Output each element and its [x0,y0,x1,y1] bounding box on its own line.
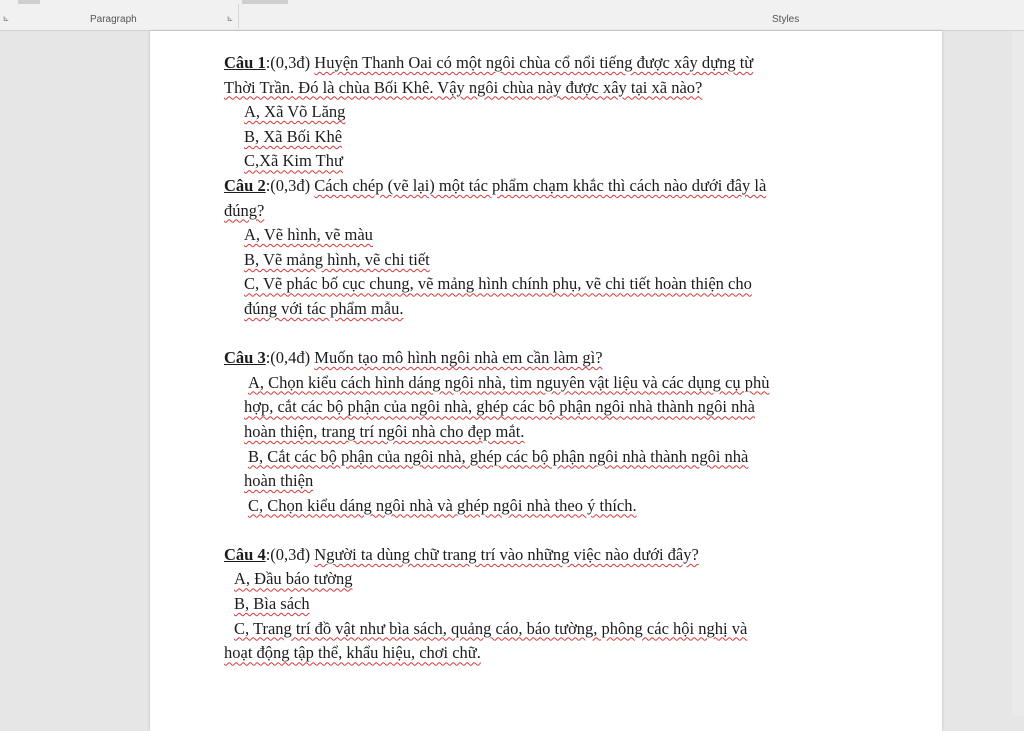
question-1-option-b: B, Xã Bối Khê [244,126,343,146]
question-1-line-1 [224,51,834,76]
question-4-option-b: B, Bìa sách [234,594,310,614]
styles-group-label: Styles [772,14,800,25]
question-4-option-a: A, Đầu báo tường [234,569,353,589]
question-3-option-a-line-2: hợp, cắt các bộ phận của ngôi nhà, ghép các bộ phận ngôi nhà thành ngôi nhà [244,397,755,417]
question-1-points: :(0,3đ) [265,53,315,72]
question-3-option-c: C, Chọn kiểu dáng ngôi nhà và ghép ngôi nhà theo ý thích. [248,495,637,515]
document-page[interactable] [150,31,942,731]
question-2-option-b: B, Vẽ mảng hình, vẽ chi tiết [244,249,430,269]
ribbon-control-stub [18,0,40,4]
ribbon [0,0,1024,31]
question-1-text-1: Huyện Thanh Oai có một ngôi chùa cổ nổi tiếng được xây dựng từ [314,53,754,72]
paragraph-dialog-launcher-icon[interactable]: ⊾ [226,14,234,23]
blank-line [224,322,834,347]
question-2-option-c-line-2: đúng với tác phẩm mẫu. [244,298,404,318]
question-2-option-a: A, Vẽ hình, vẽ màu [244,225,373,245]
question-3-label: Câu 3 [224,348,266,368]
ribbon-separator [238,4,239,28]
question-2-points: :(0,3đ) [265,175,315,195]
font-dialog-launcher-icon[interactable]: ⊾ [2,14,10,23]
question-1-line-2: Thời Trần. Đó là chùa Bối Khê. Vậy ngôi chùa này được xây tại xã nào? [224,77,703,97]
question-2-option-c-line-1: C, Vẽ phác bố cục chung, vẽ mảng hình chính phụ, vẽ chi tiết hoàn thiện cho [244,274,752,294]
question-4-text-1: Người ta dùng chữ trang trí vào những việc nào dưới đây? [314,544,699,564]
question-3-option-a-line-3: hoàn thiện, trang trí ngôi nhà cho đẹp mắt. [244,421,525,441]
question-3-text-1: Muốn tạo mô hình ngôi nhà em cần làm gì? [314,348,603,368]
document-body[interactable] [224,51,834,666]
question-2-label: Câu 2 [224,175,266,195]
question-4-points: :(0,3đ) [265,544,315,564]
question-3-option-b-line-1: B, Cắt các bộ phận của ngôi nhà, ghép các bộ phận ngôi nhà thành ngôi nhà [248,446,749,466]
vertical-scrollbar[interactable] [1012,31,1024,716]
question-1-option-c: C,Xã Kim Thư [244,151,343,171]
question-2-line-1 [224,174,834,199]
question-4-option-c-line-1: C, Trang trí đồ vật như bìa sách, quảng cáo, báo tường, phông các hội nghị và [234,618,748,638]
question-4-line-1 [224,543,834,568]
question-3-points: :(0,4đ) [265,348,315,368]
question-2-text-1: Cách chép (vẽ lại) một tác phẩm chạm khắc thì cách nào dưới đây là [314,175,767,195]
question-3-option-a-line-1: A, Chọn kiểu cách hình dáng ngôi nhà, tìm nguyên vật liệu và các dụng cụ phù [248,372,770,392]
question-3-line-1 [224,346,834,371]
question-2-line-2: đúng? [224,200,265,220]
question-3-option-b-line-2: hoàn thiện [244,471,314,491]
blank-line [224,518,834,543]
question-1-label: Câu 1 [224,53,266,72]
question-4-label: Câu 4 [224,544,266,564]
question-1-option-a: A, Xã Võ Lăng [244,102,346,122]
ribbon-control-stub [242,0,288,4]
question-4-option-c-line-2: hoạt động tập thể, khẩu hiệu, chơi chữ. [224,643,481,663]
paragraph-group-label: Paragraph [90,14,137,25]
